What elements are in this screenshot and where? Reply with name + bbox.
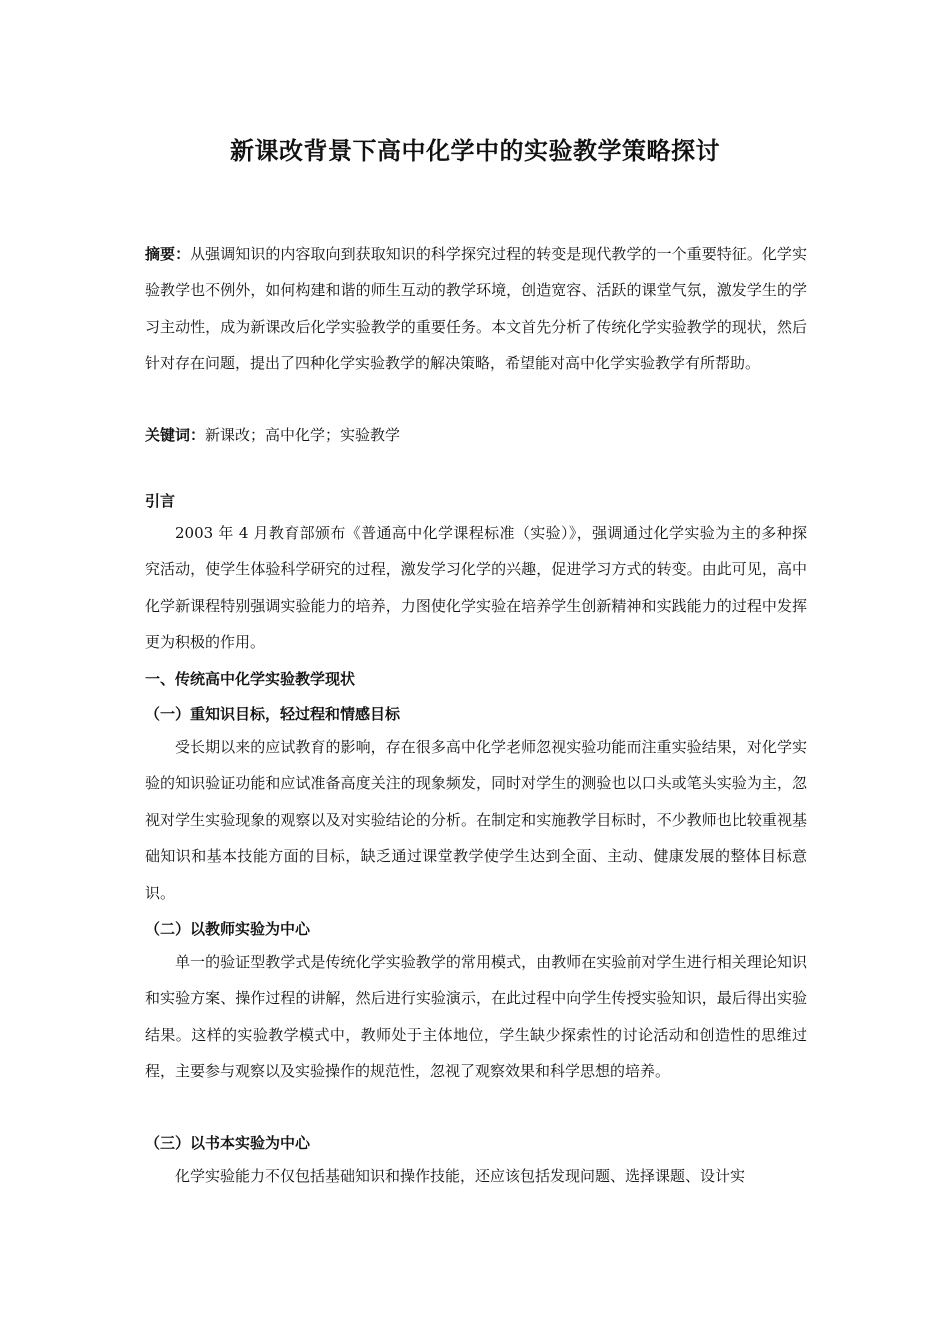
section1-sub3-text: 化学实验能力不仅包括基础知识和操作技能，还应该包括发现问题、选择课题、设计实 — [175, 1167, 746, 1185]
section1-sub3-paragraph — [145, 1158, 807, 1194]
abstract-label: 摘要： — [145, 245, 191, 263]
intro-text: 2003 年 4 月教育部颁布《普通高中化学课程标准（实验）》，强调通过化学实验为主的多种探究活动，使学生体验科学研究的过程，激发学习化学的兴趣，促进学习方式的转变。由此可见，高中化学新课程特别强调实验能力的培养，力图使化学实验在培养学生创新精神和实践能力的过程中发挥更为积极的作用。 — [145, 524, 807, 652]
intro-paragraph — [145, 515, 807, 661]
section1-sub1-paragraph — [145, 729, 807, 911]
section1-sub2-text: 单一的验证型教学式是传统化学实验教学的常用模式，由教师在实验前对学生进行相关理论知识和实验方案、操作过程的讲解，然后进行实验演示，在此过程中向学生传授实验知识，最后得出实验结果。这样的实验教学模式中，教师处于主体地位，学生缺少探索性的讨论活动和创造性的思维过程，主要参与观察以及实验操作的规范性，忽视了观察效果和科学思想的培养。 — [145, 953, 807, 1081]
abstract-text: 从强调知识的内容取向到获取知识的科学探究过程的转变是现代教学的一个重要特征。化学实验教学也不例外，如何构建和谐的师生互动的教学环境，创造宽容、活跃的课堂气氛，激发学生的学习主动性，成为新课改后化学实验教学的重要任务。本文首先分析了传统化学实验教学的现状，然后针对存在问题，提出了四种化学实验教学的解决策略，希望能对高中化学实验教学有所帮助。 — [145, 245, 807, 373]
intro-heading: 引言 — [145, 492, 176, 510]
abstract-paragraph — [145, 236, 807, 382]
section1-sub1-heading: （一）重知识目标，轻过程和情感目标 — [145, 705, 401, 723]
section1-sub1-text: 受长期以来的应试教育的影响，存在很多高中化学老师忽视实验功能而注重实验结果，对化学实验的知识验证功能和应试准备高度关注的现象频发，同时对学生的测验也以口头或笔头实验为主，忽视对学生实验现象的观察以及对实验结论的分析。在制定和实施教学目标时，不少教师也比较重视基础知识和基本技能方面的目标，缺乏通过课堂教学使学生达到全面、主动、健康发展的整体目标意识。 — [145, 738, 807, 902]
section1-sub2-heading: （二）以教师实验为中心 — [145, 920, 311, 938]
section1-sub3-heading: （三）以书本实验为中心 — [145, 1134, 311, 1152]
section1-heading: 一、传统高中化学实验教学现状 — [145, 670, 356, 688]
section1-sub2-paragraph — [145, 944, 807, 1090]
keywords-line — [145, 422, 807, 448]
keywords-label: 关键词： — [145, 426, 206, 444]
document-title: 新课改背景下高中化学中的实验教学策略探讨 — [230, 136, 720, 165]
keywords-text: 新课改；高中化学；实验教学 — [205, 426, 401, 444]
